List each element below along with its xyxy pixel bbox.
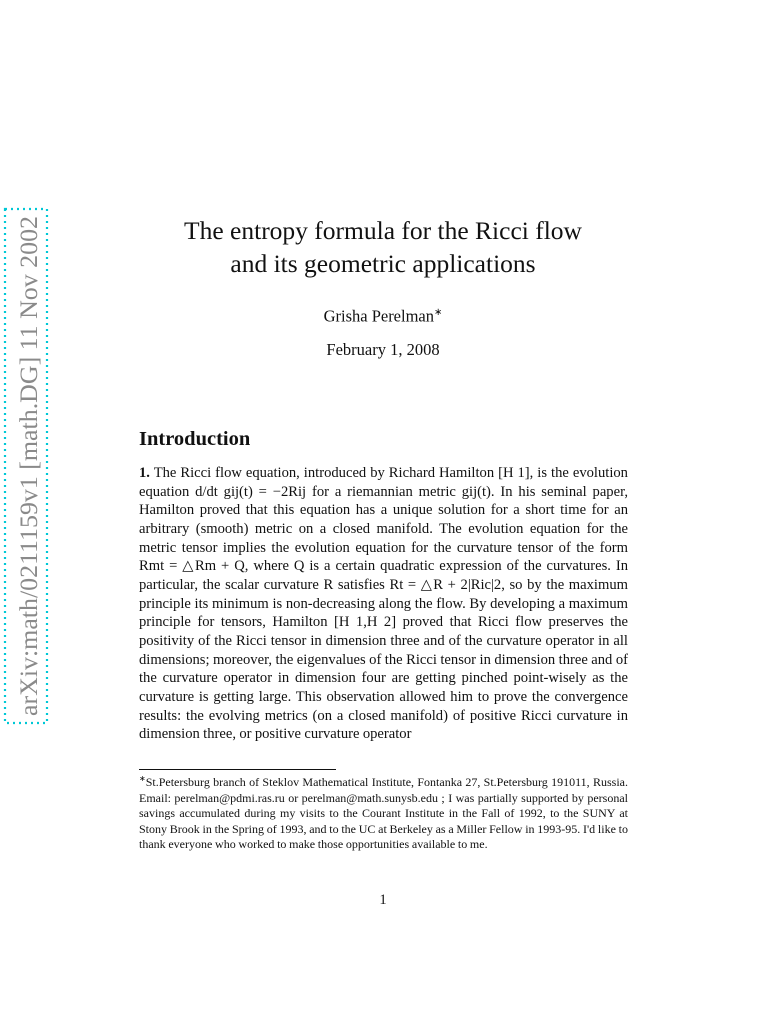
author-name: Grisha Perelman xyxy=(323,306,435,326)
title-line-2: and its geometric applications xyxy=(230,249,536,278)
intro-paragraph xyxy=(139,464,628,744)
arxiv-stamp-text: arXiv:math/0211159v1 [math.DG] 11 Nov 2002 xyxy=(16,233,43,716)
page-number: 1 xyxy=(379,892,387,908)
arxiv-stamp xyxy=(3,207,49,725)
author-footnote-mark: ∗ xyxy=(434,307,443,318)
title-line-1: The entropy formula for the Ricci flow xyxy=(184,216,582,245)
author xyxy=(120,302,646,328)
footnote xyxy=(139,771,628,853)
paragraph-text: The Ricci flow equation, introduced by Richard Hamilton [H 1], is the evolution equation d/dt gij(t) = −2Rij for a riemannian metric gij(t). In his seminal paper, Hamilton proved that this equation has a unique solution for a short time for an arbitrary (smooth) metric on a closed manifold. The evolution equation for the metric tensor implies the evolution equation for the curvature tensor of the form Rmt = △Rm + Q, where Q is a certain quadratic expression of the curvatures. In particular, the scalar curvature R satisfies Rt = △R + 2|Ric|2, so by the maximum principle its minimum is non-decreasing along the flow. By developing a maximum principle for tensors, Hamilton [H 1,H 2] proved that Ricci flow preserves the positivity of the Ricci tensor in dimension three and of the curvature operator in all dimensions; moreover, the eigenvalues of the Ricci tensor in dimension three and of the curvature operator in dimension four are getting pinched point-wisely as the curvature is getting large. This observation allowed him to prove the convergence results: the evolving metrics (on a closed manifold) of positive Ricci curvature in dimension three, or positive curvature operator xyxy=(139,465,628,743)
footnote-rule xyxy=(139,769,336,770)
paper-title xyxy=(120,214,646,280)
footnote-mark: ∗ xyxy=(139,774,146,783)
footnote-text: St.Petersburg branch of Steklov Mathematical Institute, Fontanka 27, St.Petersburg 191011, Russia. Email: perelman@pdmi.ras.ru or perelman@math.sunysb.edu ; I was partially supported by personal savings accumulated during my visits to the Courant Institute in the Fall of 1992, to the SUNY at Stony Brook in the Spring of 1993, and to the UC at Berkeley as a Miller Fellow in 1993-95. I'd like to thank everyone who worked to make those opportunities available to me. xyxy=(139,775,628,852)
paper-date: February 1, 2008 xyxy=(326,340,440,359)
section-heading: Introduction xyxy=(139,428,251,450)
paragraph-number: 1. xyxy=(139,465,150,481)
